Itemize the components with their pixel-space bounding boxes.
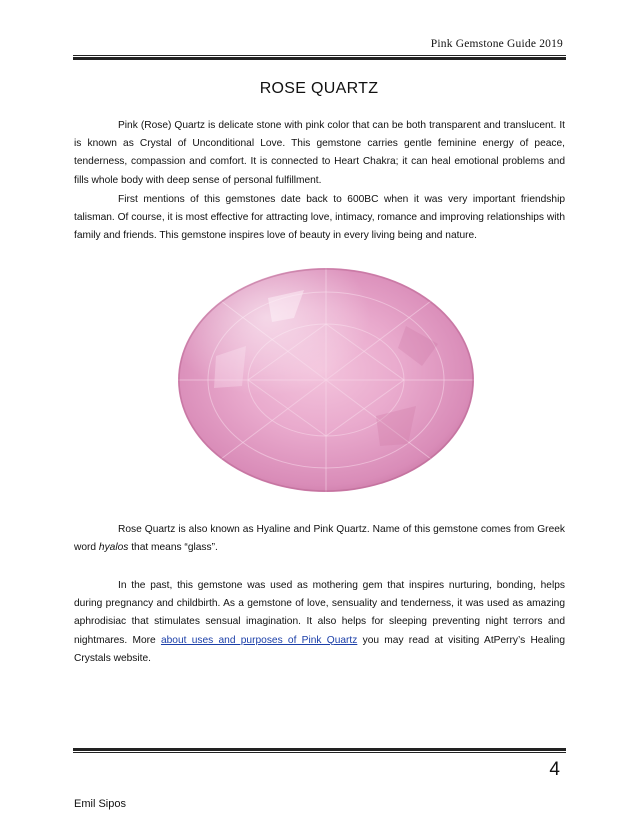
gemstone-image [176, 266, 476, 494]
page-number: 4 [549, 759, 560, 780]
paragraph-intro: Pink (Rose) Quartz is delicate stone with pink color that can be both transparent and translucent. It is known as Crystal of Unconditional Love. This gemstone carries gentle feminine energy of peace, tenderness, compassion and comfort. It is connected to Heart Chakra; it can heal emotional problems and fills whole body with deep sense of personal fulfillment. [74, 120, 565, 186]
rose-quartz-icon [176, 266, 476, 494]
paragraph-uses-text-end: you may read at visiting AtPerry’s Healing Crystals website. [74, 634, 565, 664]
paragraph-history: First mentions of this gemstones date back to 600BC when it was very important friendship talisman. Of course, it is most effective for attracting love, intimacy, romance and improving relationships with family and friends. This gemstone inspires love of beauty in every living being and nature. [74, 194, 565, 242]
footer-author: Emil Sipos [74, 798, 126, 810]
paragraph-names-text: Rose Quartz is also known as Hyaline and Pink Quartz. Name of this gemstone comes from Greek word [74, 524, 565, 554]
paragraph-uses [74, 577, 565, 668]
greek-word-hyalos: hyalos [98, 542, 129, 554]
paragraph-names-text-end: that means “glass”. [128, 542, 218, 554]
paragraph-names [74, 521, 565, 557]
pink-quartz-uses-link[interactable]: about uses and purposes of Pink Quartz [160, 634, 358, 646]
page-title: ROSE QUARTZ [259, 80, 379, 97]
header-rule [73, 55, 566, 60]
paragraph-uses-text: In the past, this gemstone was used as mothering gem that inspires nurturing, bonding, helps during pregnancy and childbirth. As a gemstone of love, sensuality and tenderness, it was used as amazing aphrodisiac that stimulates sensual imagination. It also helps for sleeping preventing night terrors and nightmares. More [74, 580, 565, 646]
running-header: Pink Gemstone Guide 2019 [430, 38, 563, 50]
footer-rule [73, 748, 566, 753]
